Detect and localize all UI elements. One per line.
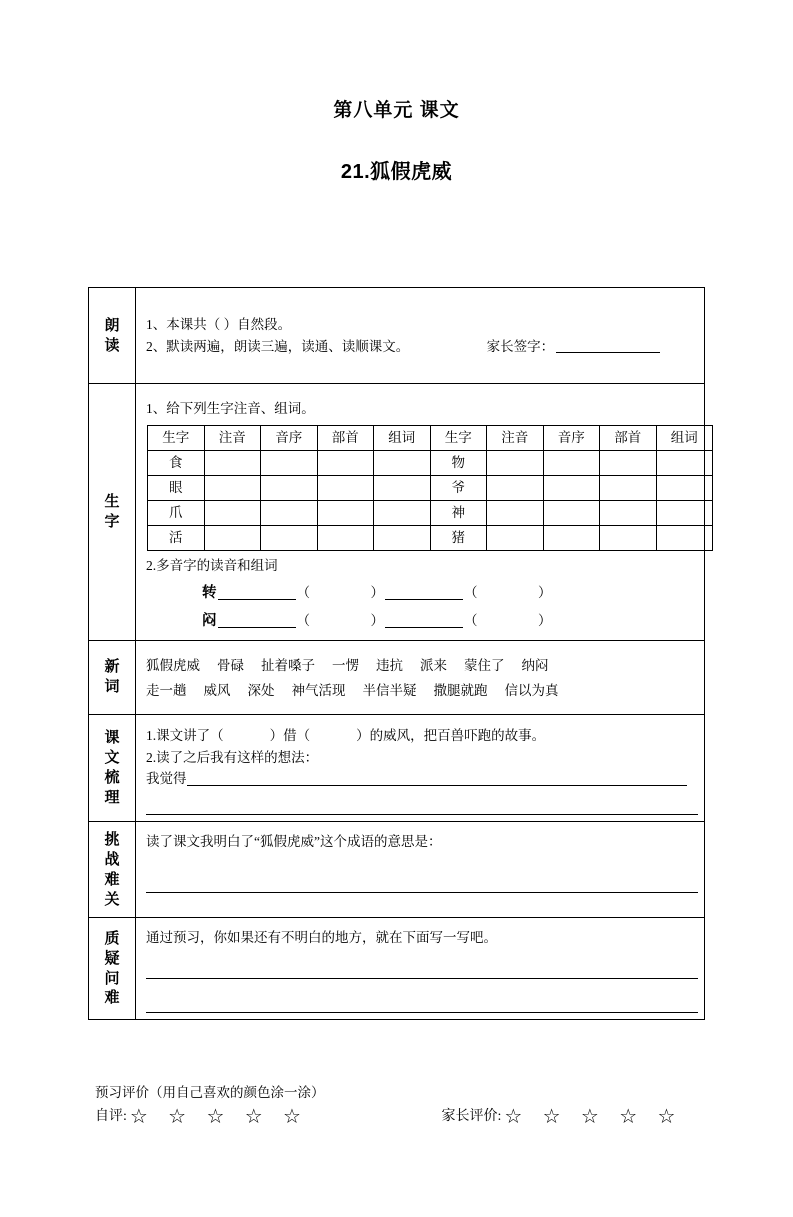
cell-character: 爷 — [430, 475, 487, 500]
characters-question-1: 1、给下列生字注音、组词。 — [146, 401, 315, 416]
cell-answer[interactable] — [543, 525, 600, 550]
cell-character: 活 — [148, 525, 205, 550]
row-label-reading-text: 朗读 — [104, 316, 120, 354]
evaluation-heading: 预习评价（用自己喜欢的颜色涂一涂） — [95, 1085, 325, 1100]
polyphonic-character: 转 — [202, 584, 217, 601]
evaluation-section — [95, 1081, 715, 1128]
cell-answer[interactable] — [600, 525, 657, 550]
parent-signature-group — [487, 336, 661, 358]
reading-line-1: 1、本课共（ ）自然段。 — [146, 316, 292, 332]
cell-answer[interactable] — [600, 500, 657, 525]
table-row-challenge — [89, 822, 705, 918]
worksheet-page — [0, 95, 793, 1217]
polyphonic-word-paren — [464, 582, 538, 604]
parent-rating-stars[interactable]: ☆ ☆ ☆ ☆ ☆ — [504, 1104, 683, 1128]
cell-character: 眼 — [148, 475, 205, 500]
text-outline-line-1 — [146, 725, 696, 747]
cell-answer[interactable] — [261, 500, 318, 525]
self-rating-label: 自评: — [95, 1109, 127, 1124]
row-body-challenge — [136, 822, 705, 918]
characters-question-2: 2.多音字的读音和组词 — [146, 557, 278, 573]
cell-answer[interactable] — [317, 475, 374, 500]
new-word-item: 威风 — [203, 683, 231, 699]
cell-answer[interactable] — [317, 525, 374, 550]
row-body-text-outline — [136, 714, 705, 822]
cell-answer[interactable] — [261, 475, 318, 500]
new-words-line-2 — [146, 678, 696, 704]
table-row-questions — [89, 918, 705, 1020]
cell-answer[interactable] — [487, 525, 544, 550]
row-label-challenge-text: 挑战难关 — [104, 831, 120, 908]
table-row-new-words — [89, 640, 705, 714]
reading-line-2: 2、默读两遍，朗读三遍，读通、读顺课文。 — [146, 338, 410, 354]
table-row — [148, 450, 713, 475]
cell-answer[interactable] — [374, 475, 431, 500]
cell-answer[interactable] — [656, 450, 713, 475]
cell-answer[interactable] — [204, 475, 261, 500]
row-label-new-words — [89, 640, 136, 714]
row-label-questions — [89, 918, 136, 1020]
cell-answer[interactable] — [656, 525, 713, 550]
row-label-new-words-text: 新词 — [104, 658, 120, 696]
paren-open: （ — [296, 613, 310, 629]
questions-answer-blank-1[interactable] — [146, 963, 698, 979]
cell-character: 物 — [430, 450, 487, 475]
polyphonic-word-paren — [297, 610, 371, 632]
cell-answer[interactable] — [600, 450, 657, 475]
paren-open: （ — [296, 584, 310, 600]
paren-open: （ — [464, 613, 478, 629]
cell-character: 猪 — [430, 525, 487, 550]
row-label-questions-text: 质疑问难 — [104, 930, 120, 1007]
polyphonic-word-paren — [464, 610, 538, 632]
row-body-new-words — [136, 640, 705, 714]
new-word-item: 纳闷 — [521, 657, 549, 673]
row-label-reading — [89, 288, 136, 384]
col-header-shengzi-2: 生字 — [430, 425, 487, 450]
row-label-text-outline-text: 课文梳理 — [104, 729, 120, 806]
cell-answer[interactable] — [374, 450, 431, 475]
table-row-characters — [89, 384, 705, 641]
new-word-item: 深处 — [247, 683, 275, 699]
row-label-characters-text: 生字 — [104, 493, 120, 530]
new-word-item: 蒙住了 — [464, 657, 505, 673]
new-words-line-1 — [146, 653, 696, 679]
table-row — [148, 475, 713, 500]
outline-q1-part-c: ）的威风，把百兽吓跑的故事。 — [356, 727, 546, 743]
col-header-zhuyin-2: 注音 — [487, 425, 544, 450]
cell-answer[interactable] — [204, 500, 261, 525]
col-header-zuci-2: 组词 — [656, 425, 713, 450]
col-header-shengzi-1: 生字 — [148, 425, 205, 450]
questions-prompt: 通过预习，你如果还有不明白的地方，就在下面写一写吧。 — [146, 930, 497, 946]
cell-character: 食 — [148, 450, 205, 475]
text-outline-line-3 — [146, 768, 696, 790]
parent-signature-blank[interactable] — [556, 340, 660, 353]
challenge-answer-blank-1[interactable] — [146, 877, 698, 893]
reading-line-2-wrap — [146, 336, 696, 358]
parent-rating-group — [441, 1104, 682, 1128]
text-outline-line-2: 2.读了之后我有这样的想法： — [146, 749, 319, 765]
polyphonic-pinyin-blank[interactable] — [218, 614, 296, 628]
table-row — [148, 525, 713, 550]
paren-close: ） — [538, 613, 552, 629]
worksheet-table — [88, 287, 705, 1020]
row-body-characters — [136, 384, 705, 641]
cell-answer[interactable] — [317, 500, 374, 525]
page-title-unit: 第八单元 课文 — [333, 100, 460, 121]
col-header-zhuyin-1: 注音 — [204, 425, 261, 450]
questions-answer-blank-2[interactable] — [146, 997, 698, 1013]
cell-character: 神 — [430, 500, 487, 525]
cell-answer[interactable] — [487, 475, 544, 500]
new-word-item: 神气活现 — [291, 683, 346, 699]
polyphonic-pinyin-blank[interactable] — [385, 586, 463, 600]
polyphonic-row-men — [146, 610, 696, 633]
cell-answer[interactable] — [600, 475, 657, 500]
paren-close: ） — [538, 584, 552, 600]
new-word-item: 一愣 — [332, 657, 359, 673]
new-word-item: 违抗 — [376, 657, 403, 673]
parent-rating-label: 家长评价: — [441, 1109, 502, 1124]
cell-answer[interactable] — [374, 525, 431, 550]
cell-answer[interactable] — [261, 450, 318, 475]
cell-answer[interactable] — [543, 500, 600, 525]
col-header-yinxu-1: 音序 — [261, 425, 318, 450]
outline-answer-blank-1[interactable] — [187, 772, 687, 786]
col-header-zuci-1: 组词 — [374, 425, 431, 450]
page-title-lesson: 21.狐假虎威 — [340, 161, 453, 183]
cell-answer[interactable] — [543, 475, 600, 500]
new-word-item: 派来 — [420, 657, 447, 673]
cell-answer[interactable] — [487, 500, 544, 525]
new-word-item: 骨碌 — [217, 657, 244, 673]
row-label-challenge — [89, 822, 136, 918]
outline-answer-blank-2[interactable] — [146, 799, 698, 815]
row-label-characters — [89, 384, 136, 641]
new-word-item: 狐假虎威 — [146, 657, 200, 673]
challenge-prompt: 读了课文我明白了“狐假虎威”这个成语的意思是： — [146, 834, 442, 850]
cell-answer[interactable] — [261, 525, 318, 550]
cell-answer[interactable] — [204, 450, 261, 475]
col-header-bushou-1: 部首 — [317, 425, 374, 450]
paren-close: ） — [370, 613, 384, 629]
cell-answer[interactable] — [204, 525, 261, 550]
row-body-reading — [136, 288, 705, 384]
new-characters-table — [147, 425, 713, 551]
new-word-item: 半信半疑 — [362, 683, 417, 699]
cell-answer[interactable] — [487, 450, 544, 475]
new-word-item: 信以为真 — [504, 683, 559, 699]
outline-answer-prefix: 我觉得 — [146, 771, 187, 787]
evaluation-ratings-row — [95, 1104, 715, 1128]
col-header-yinxu-2: 音序 — [543, 425, 600, 450]
new-word-item: 撒腿就跑 — [433, 683, 488, 699]
col-header-bushou-2: 部首 — [600, 425, 657, 450]
polyphonic-pinyin-blank[interactable] — [218, 586, 296, 600]
paren-open: （ — [464, 584, 478, 600]
new-word-item: 扯着嗓子 — [261, 657, 315, 673]
table-header-row — [148, 425, 713, 450]
cell-character: 爪 — [148, 500, 205, 525]
polyphonic-row-zhuan — [146, 582, 696, 605]
table-row-reading — [89, 288, 705, 384]
paren-close: ） — [370, 584, 384, 600]
row-body-questions — [136, 918, 705, 1020]
outline-q1-part-b: ）借（ — [269, 727, 311, 743]
polyphonic-character: 闷 — [202, 613, 217, 630]
table-row-text-outline — [89, 714, 705, 822]
outline-q1-part-a: 1.课文讲了（ — [146, 727, 224, 743]
cell-answer[interactable] — [374, 500, 431, 525]
new-word-item: 走一趟 — [146, 683, 187, 699]
cell-answer[interactable] — [317, 450, 374, 475]
parent-signature-label: 家长签字： — [486, 338, 555, 354]
row-label-text-outline — [89, 714, 136, 822]
cell-answer[interactable] — [543, 450, 600, 475]
polyphonic-pinyin-blank[interactable] — [385, 614, 463, 628]
polyphonic-word-paren — [297, 582, 371, 604]
self-rating-stars[interactable]: ☆ ☆ ☆ ☆ ☆ — [129, 1104, 308, 1128]
cell-answer[interactable] — [656, 475, 713, 500]
table-row — [148, 500, 713, 525]
cell-answer[interactable] — [656, 500, 713, 525]
